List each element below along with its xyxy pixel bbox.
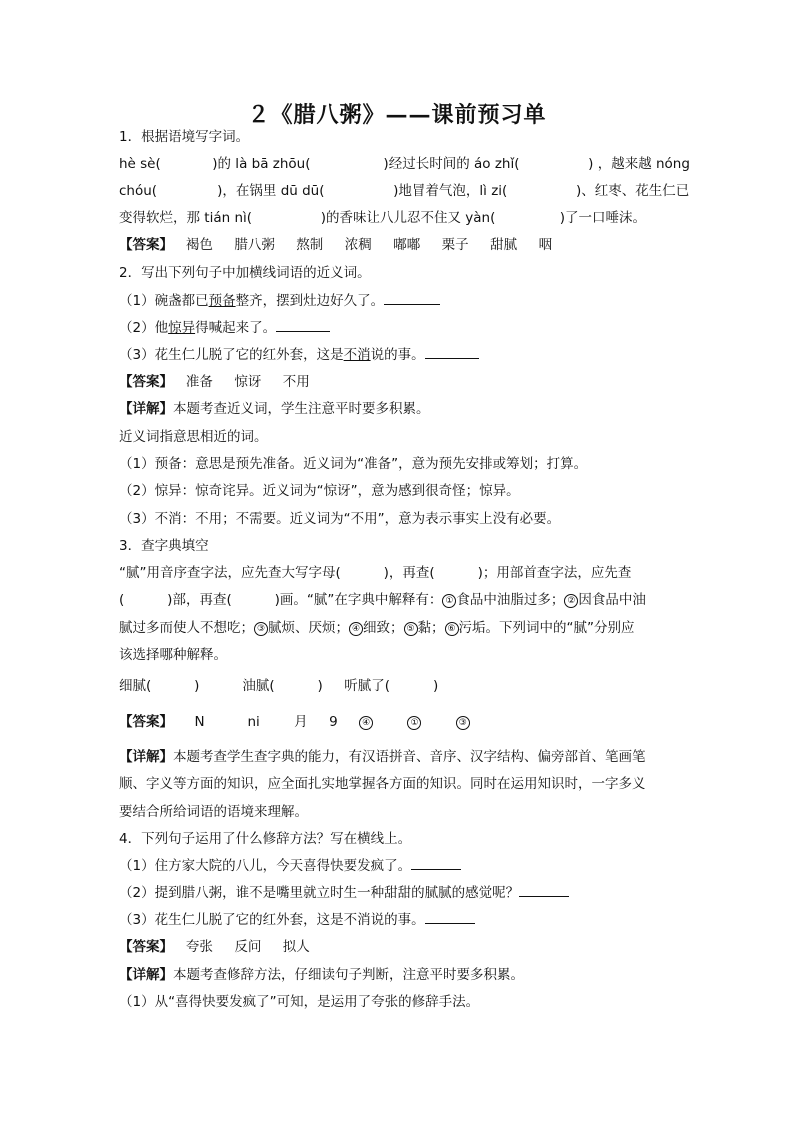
page-title: ２《腊八粥》——课前预习单	[247, 102, 547, 128]
q2-detail-line-3: （2）惊异：惊奇诧异。近义词为“惊讶”，意为感到很奇怪；惊异。	[119, 483, 520, 499]
detail-label: 【详解】	[119, 749, 173, 765]
answer-label: 【答案】	[119, 714, 173, 730]
q3-detail-row	[119, 748, 646, 766]
q3-line-2: ( )部，再查( )画。“腻”在字典中解释有： ① 食品中油脂过多； ② 因食品中油	[119, 592, 646, 608]
q2-sentence-3: （3）花生仁儿脱了它的红外套，这是不消说的事。	[119, 346, 479, 364]
q2-answer: 准备 惊讶 不用	[185, 374, 310, 390]
circled-number-3: ③	[254, 622, 268, 636]
q1-heading: 1．根据语境写字词。	[119, 129, 250, 145]
q2-detail-line-4: （3）不消：不用；不需要。近义词为“不用”，意为表示事实上没有必要。	[119, 511, 561, 527]
q3-heading: 3．查字典填空	[119, 538, 209, 554]
q1-answer: 褐色 腊八粥 熬制 浓稠 嘟嘟 栗子 甜腻 咽	[185, 237, 553, 253]
underlined-word: 不消	[343, 347, 371, 363]
q3-line-4: 该选择哪种解释。	[119, 647, 227, 663]
q3-detail: 本题考查学生查字典的能力，有汉语拼音、音序、汉字结构、偏旁部首、笔画笔	[173, 749, 646, 765]
q4-sentence-1: （1）住方家大院的八儿，今天喜得快要发疯了。	[119, 857, 461, 875]
underlined-word: 预备	[208, 293, 236, 309]
q2-detail-line-2: （1）预备：意思是预先准备。近义词为“准备”，意为预先安排或筹划；打算。	[119, 456, 588, 472]
answer-circle-4: ④	[359, 716, 373, 730]
underlined-word: 惊异	[168, 320, 196, 336]
circled-number-1: ①	[442, 594, 456, 608]
detail-label: 【详解】	[119, 967, 173, 983]
answer-label: 【答案】	[119, 939, 173, 955]
q4-detail: 本题考查修辞方法，仔细读句子判断，注意平时要多积累。	[173, 967, 524, 983]
q3-detail-line-3: 要结合所给词语的语境来理解。	[119, 804, 308, 820]
answer-blank[interactable]	[519, 884, 569, 897]
q1-line-3: 变得软烂，那 tián nì( )的香味让八儿忍不住又 yàn( )了一口唾沫。	[119, 210, 646, 226]
q2-answer-row	[119, 373, 310, 391]
q2-heading: 2．写出下列句子中加横线词语的近义词。	[119, 265, 371, 281]
q4-heading: 4．下列句子运用了什么修辞方法？写在横线上。	[119, 831, 412, 847]
answer-label: 【答案】	[119, 374, 173, 390]
q4-sentence-3: （3）花生仁儿脱了它的红外套，这是不消说的事。	[119, 911, 475, 929]
circled-number-2: ②	[564, 594, 578, 608]
answer-blank[interactable]	[425, 911, 475, 924]
answer-blank[interactable]	[276, 319, 330, 332]
q2-sentence-2: （2）他惊异得喊起来了。	[119, 319, 330, 337]
circled-number-5: ⑤	[404, 622, 418, 636]
q1-answer-row	[119, 236, 552, 254]
answer-label: 【答案】	[119, 237, 173, 253]
circled-number-4: ④	[349, 622, 363, 636]
circled-number-6: ⑥	[445, 622, 459, 636]
q3-answer: N ni 月 9	[194, 714, 338, 730]
answer-blank[interactable]	[384, 292, 440, 305]
q3-detail-line-2: 顺、字义等方面的知识，应全面扎实地掌握各方面的知识。同时在运用知识时，一字多义	[119, 776, 646, 792]
detail-label: 【详解】	[119, 401, 173, 417]
answer-circle-1: ①	[407, 716, 421, 730]
answer-circle-3: ③	[456, 716, 470, 730]
q2-detail-row	[119, 400, 430, 418]
q1-line-1: hè sè( )的 là bā zhōu( )经过长时间的 áo zhǐ( ) ，越来越 nóng	[119, 156, 690, 172]
q4-answer-row	[119, 938, 310, 956]
q2-detail-line-1: 近义词指意思相近的词。	[119, 429, 268, 445]
q3-answer-row	[119, 713, 470, 731]
q3-line-3: 腻过多而使人不想吃； ③ 腻烦、厌烦； ④ 细致； ⑤ 黏； ⑥ 污垢。下列词中的“腻”分别应	[119, 620, 635, 636]
q2-detail: 本题考查近义词，学生注意平时要多积累。	[173, 401, 430, 417]
q2-sentence-1: （1）碗盏都已预备整齐，摆到灶边好久了。	[119, 292, 440, 310]
q4-answer: 夸张 反问 拟人	[185, 939, 310, 955]
q3-line-5: 细腻( ) 油腻( ) 听腻了( )	[119, 678, 439, 694]
q4-sentence-2: （2）提到腊八粥，谁不是嘴里就立时生一种甜甜的腻腻的感觉呢？	[119, 884, 569, 902]
q1-line-2: chóu( )，在锅里 dū dū( )地冒着气泡，lì zi( )、红枣、花生仁已	[119, 183, 690, 199]
q4-detail-line-1: （1）从“喜得快要发疯了”可知，是运用了夸张的修辞手法。	[119, 994, 480, 1010]
q4-detail-row	[119, 966, 524, 984]
answer-blank[interactable]	[411, 857, 461, 870]
q3-line-1: “腻”用音序查字法，应先查大写字母( )，再查( )；用部首查字法，应先查	[119, 565, 632, 581]
answer-blank[interactable]	[425, 346, 479, 359]
